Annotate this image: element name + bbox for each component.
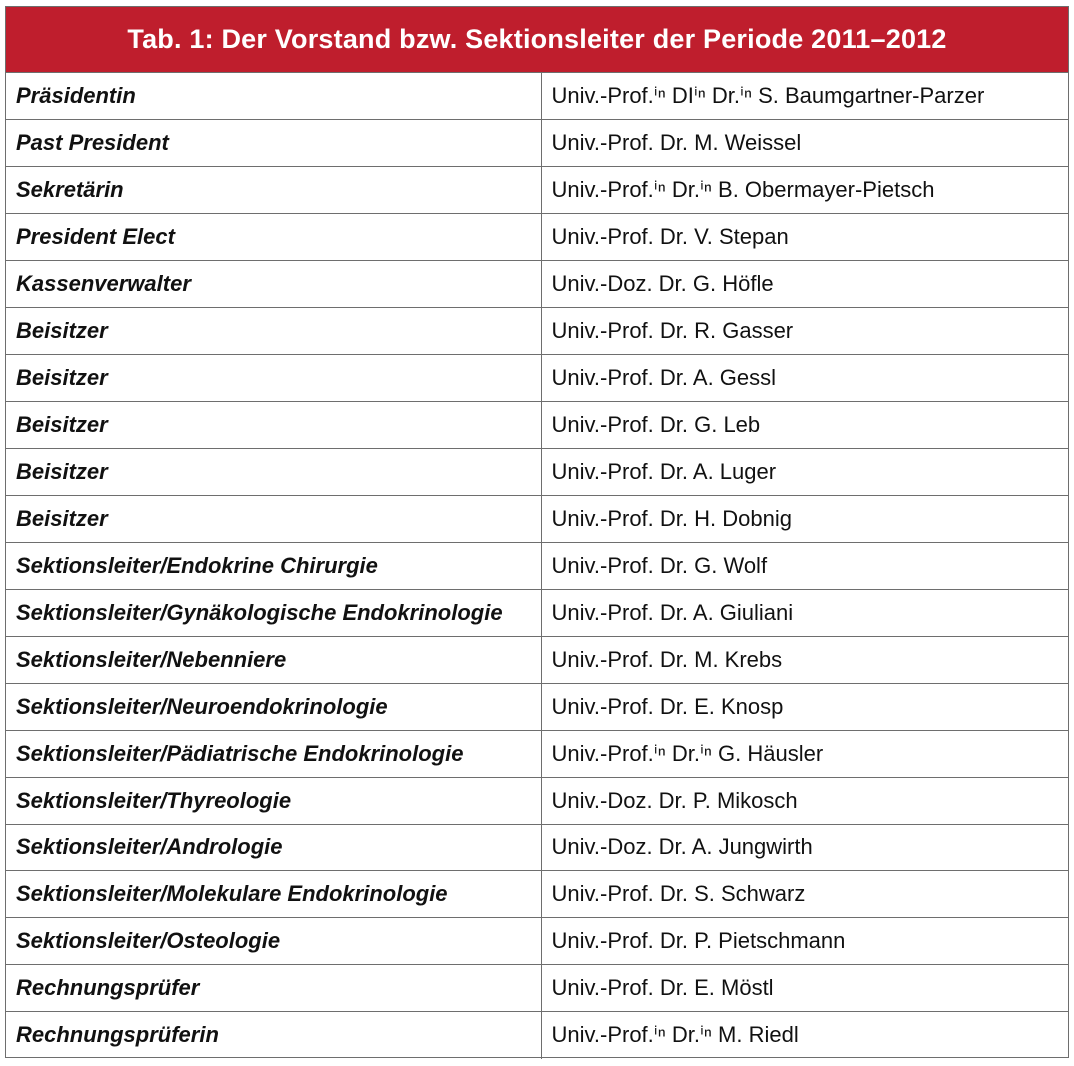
name-cell: Univ.-Prof. Dr. M. Weissel: [541, 120, 1068, 167]
table-row: [6, 449, 1068, 496]
role-cell: Beisitzer: [6, 402, 541, 449]
table-row: [6, 120, 1068, 167]
role-cell: Sektionsleiter/Molekulare Endokrinologie: [6, 871, 541, 918]
role-cell: President Elect: [6, 214, 541, 261]
role-cell: Sektionsleiter/Neuroendokrinologie: [6, 683, 541, 730]
name-cell: Univ.-Prof. Dr. E. Knosp: [541, 683, 1068, 730]
role-cell: Sektionsleiter/Gynäkologische Endokrinologie: [6, 589, 541, 636]
name-cell: Univ.-Prof. Dr. A. Gessl: [541, 355, 1068, 402]
role-cell: Sektionsleiter/Andrologie: [6, 824, 541, 871]
role-cell: Rechnungsprüfer: [6, 965, 541, 1012]
role-cell: Sektionsleiter/Nebenniere: [6, 636, 541, 683]
name-cell: Univ.-Prof. Dr. G. Leb: [541, 402, 1068, 449]
table-row: [6, 871, 1068, 918]
table-row: [6, 1012, 1068, 1059]
role-cell: Präsidentin: [6, 73, 541, 120]
table-row: [6, 824, 1068, 871]
role-cell: Past President: [6, 120, 541, 167]
name-cell: Univ.-Doz. Dr. P. Mikosch: [541, 777, 1068, 824]
table-row: [6, 683, 1068, 730]
role-cell: Sekretärin: [6, 167, 541, 214]
role-cell: Sektionsleiter/Osteologie: [6, 918, 541, 965]
role-cell: Beisitzer: [6, 355, 541, 402]
table-row: [6, 636, 1068, 683]
table-row: [6, 355, 1068, 402]
name-cell: Univ.-Prof. Dr. R. Gasser: [541, 308, 1068, 355]
role-cell: Sektionsleiter/Endokrine Chirurgie: [6, 542, 541, 589]
table-row: [6, 261, 1068, 308]
table-row: [6, 402, 1068, 449]
table-row: [6, 308, 1068, 355]
name-cell: Univ.-Prof.ⁱⁿ Dr.ⁱⁿ M. Riedl: [551, 1022, 799, 1048]
role-cell: Sektionsleiter/Thyreologie: [6, 777, 541, 824]
name-cell: Univ.-Prof. Dr. H. Dobnig: [541, 495, 1068, 542]
role-cell: Sektionsleiter/Pädiatrische Endokrinologie: [6, 730, 541, 777]
role-cell: Beisitzer: [6, 308, 541, 355]
table-row: [6, 730, 1068, 777]
board-members-table: [6, 73, 1068, 1059]
name-cell: Univ.-Prof.ⁱⁿ Dr.ⁱⁿ G. Häusler: [541, 730, 1068, 777]
name-cell: Univ.-Prof.ⁱⁿ Dr.ⁱⁿ B. Obermayer-Pietsch: [541, 167, 1068, 214]
board-table: [5, 6, 1069, 1058]
name-cell: Univ.-Prof. Dr. E. Möstl: [541, 965, 1068, 1012]
name-cell: Univ.-Prof. Dr. G. Wolf: [541, 542, 1068, 589]
name-cell: Univ.-Prof. Dr. A. Giuliani: [541, 589, 1068, 636]
table-title: Tab. 1: Der Vorstand bzw. Sektionsleiter der Periode 2011–2012: [6, 7, 1068, 73]
role-cell: Beisitzer: [6, 495, 541, 542]
table-row: [6, 589, 1068, 636]
table-row: [6, 542, 1068, 589]
name-cell: Univ.-Doz. Dr. A. Jungwirth: [541, 824, 1068, 871]
table-row: [6, 73, 1068, 120]
name-cell: Univ.-Prof. Dr. P. Pietschmann: [541, 918, 1068, 965]
name-cell: Univ.-Doz. Dr. G. Höfle: [541, 261, 1068, 308]
table-row: [6, 965, 1068, 1012]
name-cell: Univ.-Prof. Dr. V. Stepan: [541, 214, 1068, 261]
table-row: [6, 918, 1068, 965]
role-cell: Beisitzer: [6, 449, 541, 496]
table-row: [6, 495, 1068, 542]
table-row: [6, 214, 1068, 261]
role-cell: Rechnungsprüferin: [6, 1012, 541, 1059]
name-cell: Univ.-Prof. Dr. M. Krebs: [541, 636, 1068, 683]
role-cell: Kassenverwalter: [6, 261, 541, 308]
table-row: [6, 167, 1068, 214]
name-cell: Univ.-Prof. Dr. S. Schwarz: [541, 871, 1068, 918]
table-row: [6, 777, 1068, 824]
name-cell: Univ.-Prof. Dr. A. Luger: [541, 449, 1068, 496]
name-cell: Univ.-Prof.ⁱⁿ DIⁱⁿ Dr.ⁱⁿ S. Baumgartner-Parzer: [541, 73, 1068, 120]
